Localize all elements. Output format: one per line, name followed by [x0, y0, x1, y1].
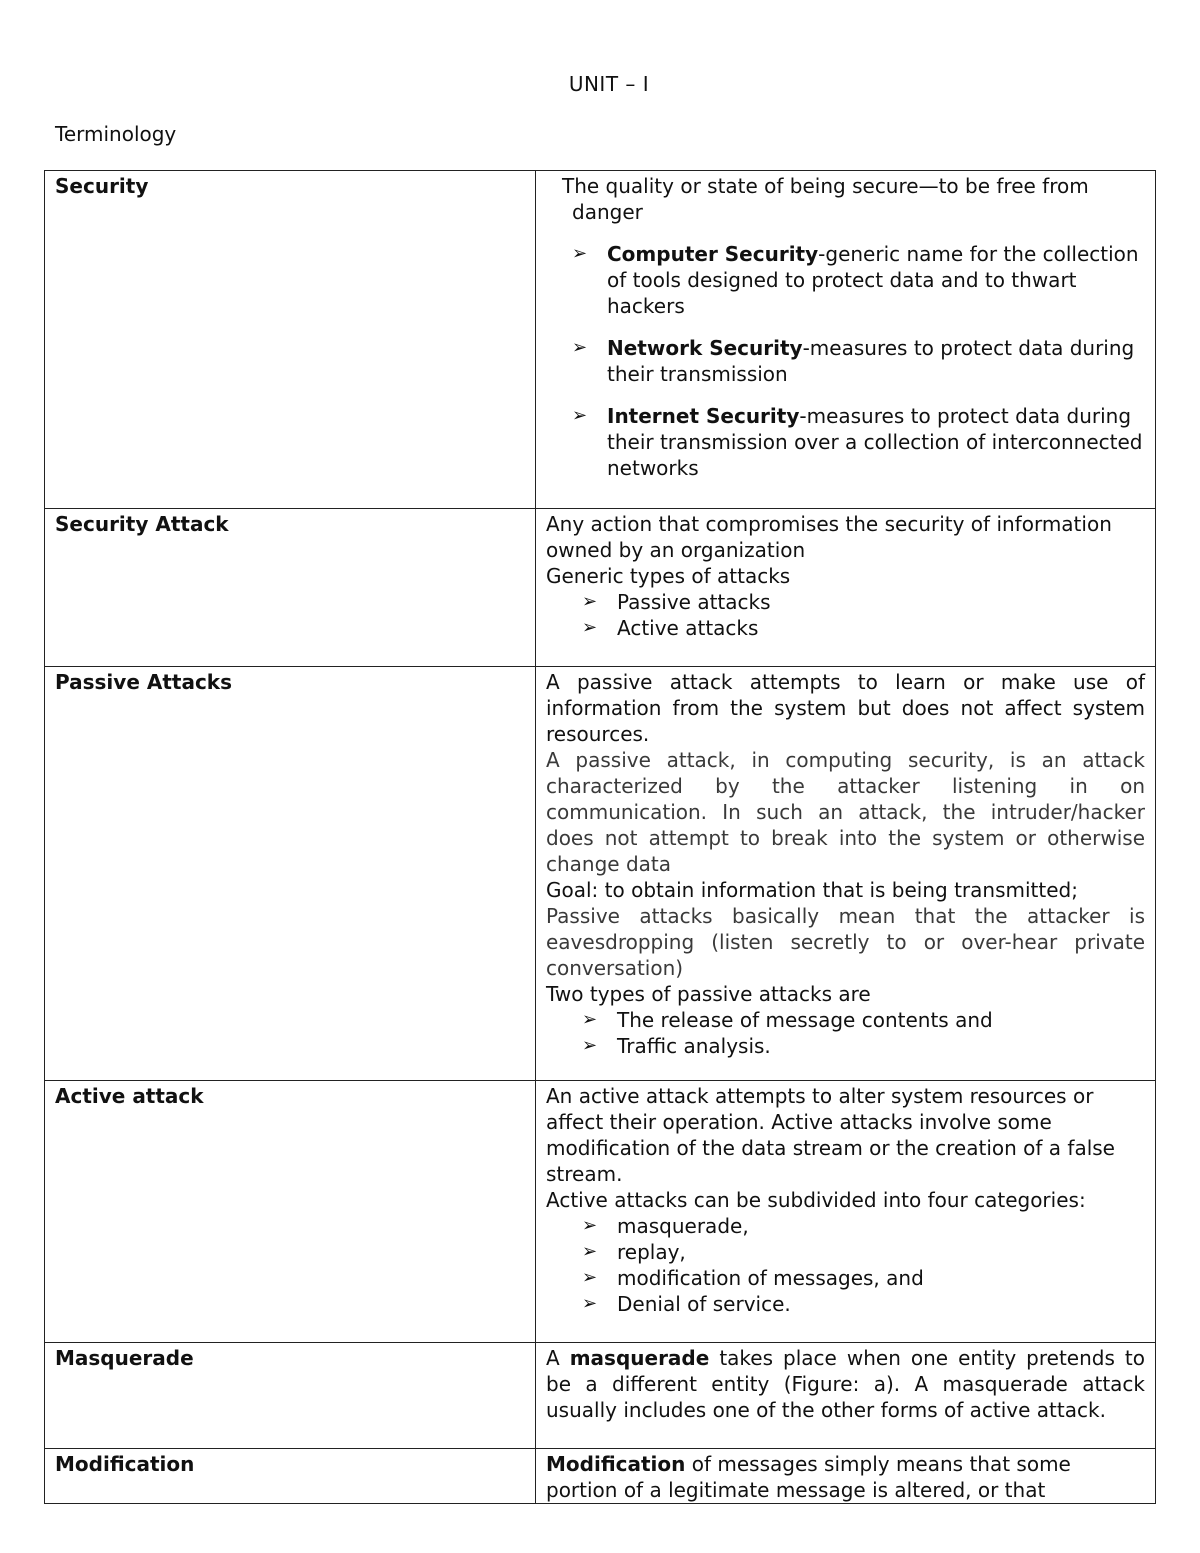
definition-text	[546, 1451, 1145, 1503]
arrow-bullet-icon: ➢	[572, 405, 588, 426]
term-cell: Passive Attacks	[45, 667, 536, 1081]
list-item	[582, 1239, 1145, 1265]
term-cell: Security Attack	[45, 509, 536, 667]
list-item	[582, 615, 1145, 641]
definition-text: A passive attack, in computing security, is an attack characterized by the attacker listening in on communication. In such an attack, the intruder/hacker does not attempt to break into the system or otherwise change data	[546, 748, 1145, 876]
table-row	[45, 171, 1156, 509]
list-item	[572, 403, 1145, 481]
item-text: masquerade,	[617, 1214, 749, 1238]
list-item	[582, 589, 1145, 615]
definition-text: The quality or state of being secure—to be free from danger	[562, 174, 1089, 224]
item-text: Denial of service.	[617, 1292, 791, 1316]
definition-text: Two types of passive attacks are	[546, 982, 871, 1006]
item-text: -measures to protect data during their transmission	[607, 336, 1135, 386]
definition-text: Passive attacks basically mean that the attacker is eavesdropping (listen secretly to or over-hear private conversation)	[546, 904, 1145, 980]
item-text: Passive attacks	[617, 590, 771, 614]
bullet-list	[554, 241, 1145, 481]
arrow-bullet-icon: ➢	[582, 1267, 598, 1288]
term-cell: Modification	[45, 1449, 536, 1504]
definition-text: Any action that compromises the security of information owned by an organization	[546, 512, 1112, 562]
list-item	[582, 1033, 1145, 1059]
item-text: Traffic analysis.	[617, 1034, 771, 1058]
definition-cell	[536, 171, 1156, 509]
arrow-bullet-icon: ➢	[572, 243, 588, 264]
bold-term: Internet Security	[607, 404, 800, 428]
definition-text: An active attack attempts to alter system resources or affect their operation. Active attacks involve some modification of the data stream or the creation of a false stream.	[546, 1084, 1115, 1186]
list-item	[572, 241, 1145, 319]
table-row	[45, 1343, 1156, 1449]
arrow-bullet-icon: ➢	[582, 1293, 598, 1314]
bullet-list	[546, 1213, 1145, 1317]
arrow-bullet-icon: ➢	[572, 337, 588, 358]
section-title: Terminology	[55, 122, 177, 146]
definition-cell	[536, 667, 1156, 1081]
bold-term: Network Security	[607, 336, 803, 360]
bold-term: Modification	[546, 1452, 686, 1476]
term-cell: Active attack	[45, 1081, 536, 1343]
bold-term: Computer Security	[607, 242, 819, 266]
text-rest: takes place when one entity pretends to be a different entity (Figure: a). A masquerade attack usually includes one of the other forms of active attack.	[546, 1346, 1145, 1422]
table-row	[45, 509, 1156, 667]
term-cell: Security	[45, 171, 536, 509]
arrow-bullet-icon: ➢	[582, 1035, 598, 1056]
definition-text: Generic types of attacks	[546, 564, 791, 588]
arrow-bullet-icon: ➢	[582, 591, 598, 612]
definition-text	[546, 1345, 1145, 1423]
text-prefix: A	[546, 1346, 570, 1370]
table-row	[45, 1081, 1156, 1343]
terminology-table	[44, 170, 1156, 1504]
definition-cell	[536, 1343, 1156, 1449]
list-item	[582, 1213, 1145, 1239]
definition-text: Goal: to obtain information that is being transmitted;	[546, 878, 1078, 902]
bullet-list	[546, 1007, 1145, 1059]
list-item	[582, 1007, 1145, 1033]
arrow-bullet-icon: ➢	[582, 1241, 598, 1262]
bullet-list	[546, 589, 1145, 641]
definition-text: A passive attack attempts to learn or make use of information from the system but does not affect system resources.	[546, 670, 1145, 746]
unit-title: UNIT – I	[568, 72, 650, 96]
definition-cell	[536, 1449, 1156, 1504]
item-text: Active attacks	[617, 616, 759, 640]
text-rest: of messages simply means that some portion of a legitimate message is altered, or that	[546, 1452, 1071, 1502]
bold-term: masquerade	[569, 1346, 710, 1370]
item-text: modification of messages, and	[617, 1266, 924, 1290]
item-text: replay,	[617, 1240, 686, 1264]
definition-cell	[536, 1081, 1156, 1343]
item-text: The release of message contents and	[617, 1008, 993, 1032]
arrow-bullet-icon: ➢	[582, 617, 598, 638]
item-text: -generic name for the collection of tools designed to protect data and to thwart hackers	[607, 242, 1139, 318]
item-text: -measures to protect data during their transmission over a collection of interconnected networks	[607, 404, 1143, 480]
term-cell: Masquerade	[45, 1343, 536, 1449]
list-item	[582, 1291, 1145, 1317]
definition-text: Active attacks can be subdivided into four categories:	[546, 1188, 1086, 1212]
definition-cell	[536, 509, 1156, 667]
arrow-bullet-icon: ➢	[582, 1215, 598, 1236]
list-item	[572, 335, 1145, 387]
list-item	[582, 1265, 1145, 1291]
arrow-bullet-icon: ➢	[582, 1009, 598, 1030]
table-row	[45, 1449, 1156, 1504]
table-row	[45, 667, 1156, 1081]
